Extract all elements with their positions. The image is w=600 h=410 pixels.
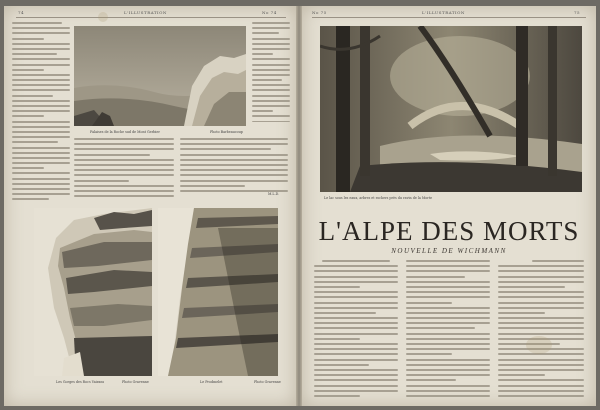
folio-issue-number: No 75 (312, 10, 327, 15)
article-column-3 (498, 260, 584, 398)
cliff-landscape-photo (74, 26, 246, 126)
forest-photo-caption: Le lac sous les eaux, arbres et rochers près du ravin de la Morte (324, 196, 433, 200)
bottom-right-photo-credit: Photo Gravenne (254, 380, 281, 384)
text-column-right-top (252, 22, 290, 122)
story-subtitle: NOUVELLE DE WICHMANN (391, 247, 507, 255)
bottom-left-photo-caption: Les Gorges des Rocs Vairans (56, 380, 105, 384)
paper-stain (526, 336, 552, 354)
article-column-1 (314, 260, 398, 398)
text-column-middle-b (180, 138, 288, 200)
paper-stain (98, 12, 108, 22)
folio-magazine-name: L'ILLUSTRATION (422, 10, 465, 15)
text-column-left (12, 22, 70, 202)
folio-magazine-name: L'ILLUSTRATION (124, 10, 167, 15)
top-photo-credit: Photo Barbeaucoup (210, 130, 243, 134)
top-photo-caption: Falaises de la Roche sud de Mont Gerbier (90, 130, 160, 134)
rock-face-photo (158, 208, 278, 376)
header-rule (16, 17, 286, 18)
article-signature: M.L.D. (268, 192, 280, 196)
folio-page-number: 75 (574, 10, 581, 15)
folio-issue-number: No 74 (262, 10, 277, 15)
article-column-2 (406, 260, 490, 398)
bottom-right-photo-caption: Le Prodmelet (200, 380, 223, 384)
right-page (302, 6, 596, 406)
story-title: L'ALPE DES MORTS (318, 216, 580, 246)
left-page (4, 6, 296, 406)
text-column-middle-a (74, 138, 174, 200)
bottom-left-photo-credit: Photo Gravenne (122, 380, 149, 384)
rock-gorge-photo (34, 208, 152, 376)
header-rule (312, 17, 586, 18)
forest-stream-photo (320, 26, 582, 192)
folio-page-number: 74 (18, 10, 25, 15)
